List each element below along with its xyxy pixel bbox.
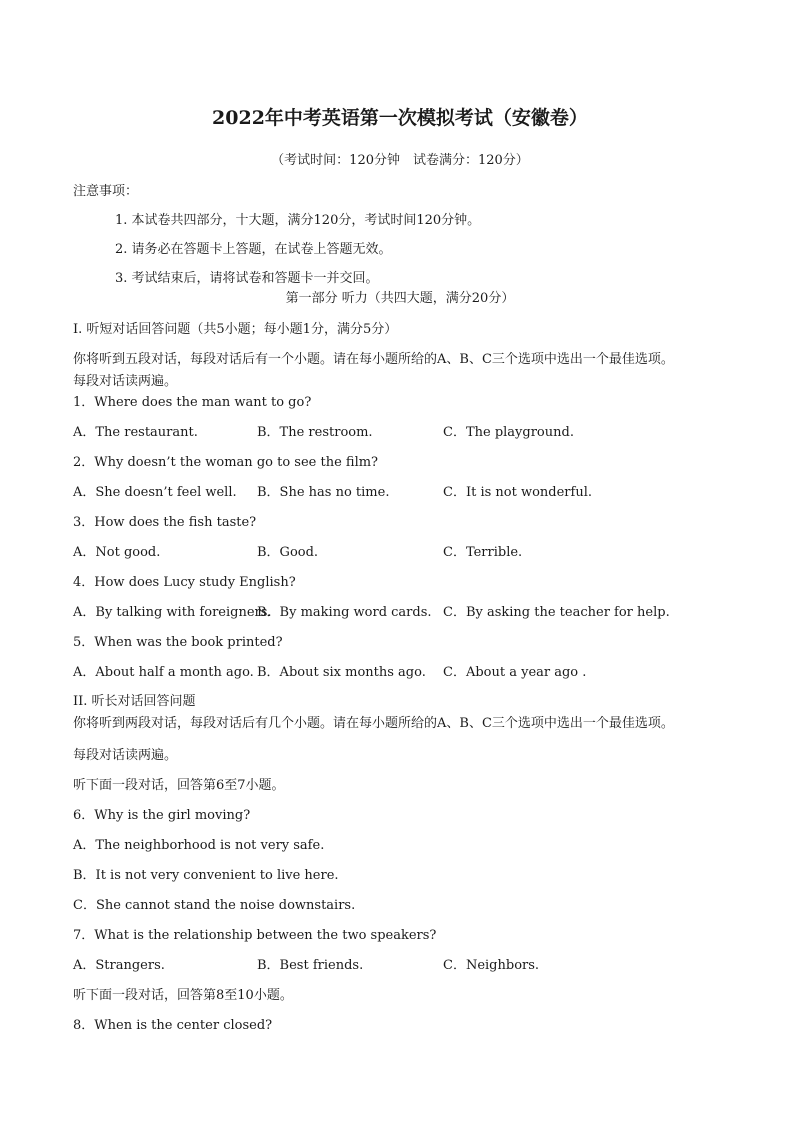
option-b: B．The restroom. [257,425,373,440]
option-a: A．By talking with foreigners. [73,605,272,620]
option-a: A．The neighborhood is not very safe. [73,838,325,853]
option-b: B．Good. [257,545,319,560]
question: 2．Why doesn’t the woman go to see the film? [73,455,379,470]
question: 1．Where does the man want to go? [73,395,312,410]
option-a: A．She doesn’t feel well. [73,485,237,500]
option-a: A．Strangers. [73,958,165,973]
question: 5．When was the book printed? [73,635,283,650]
question: 8．When is the center closed? [73,1018,273,1033]
option-a: A．Not good. [73,545,161,560]
section-instruction: 你将听到两段对话，每段对话后有几个小题。请在每小题所给的A、B、C三个选项中选出一个最佳选项。 [73,716,674,731]
section-instruction: 每段对话读两遍。 [73,748,178,763]
question: 4．How does Lucy study English? [73,575,296,590]
option-b: B．By making word cards. [257,605,432,620]
notice-item: 1. 本试卷共四部分，十大题，满分120分，考试时间120分钟。 [115,213,481,228]
option-a: A．About half a month ago. [73,665,254,680]
option-c: C．She cannot stand the noise downstairs. [73,898,356,913]
option-c: C．The playground. [443,425,574,440]
section-heading: I. 听短对话回答问题（共5小题；每小题1分，满分5分） [73,322,398,337]
section-instruction: 你将听到五段对话，每段对话后有一个小题。请在每小题所给的A、B、C三个选项中选出一个最佳选项。 [73,352,674,367]
option-b: B．It is not very convenient to live here. [73,868,339,883]
question: 3．How does the fish taste? [73,515,257,530]
notice-item: 3. 考试结束后，请将试卷和答题卡一并交回。 [115,271,379,286]
dialog-intro: 听下面一段对话，回答第8至10小题。 [73,988,293,1003]
section-instruction: 每段对话读两遍。 [73,374,178,389]
section-heading: II. 听长对话回答问题 [73,694,196,709]
exam-info: （考试时间：120分钟 试卷满分：120分） [271,153,529,168]
option-c: C．About a year ago . [443,665,587,680]
option-c: C．By asking the teacher for help. [443,605,670,620]
question: 6．Why is the girl moving? [73,808,251,823]
part-heading: 第一部分 听力（共四大题，满分20分） [285,291,515,306]
option-b: B．About six months ago. [257,665,426,680]
option-c: C．Terrible. [443,545,523,560]
notice-item: 2. 请务必在答题卡上答题，在试卷上答题无效。 [115,242,392,257]
question: 7．What is the relationship between the two speakers? [73,928,437,943]
option-b: B．Best friends. [257,958,364,973]
notice-heading: 注意事项： [73,184,139,199]
option-a: A．The restaurant. [73,425,198,440]
option-b: B．She has no time. [257,485,390,500]
page-title: 2022年中考英语第一次模拟考试（安徽卷） [212,107,588,129]
option-c: C．It is not wonderful. [443,485,592,500]
dialog-intro: 听下面一段对话，回答第6至7小题。 [73,778,285,793]
option-c: C．Neighbors. [443,958,540,973]
